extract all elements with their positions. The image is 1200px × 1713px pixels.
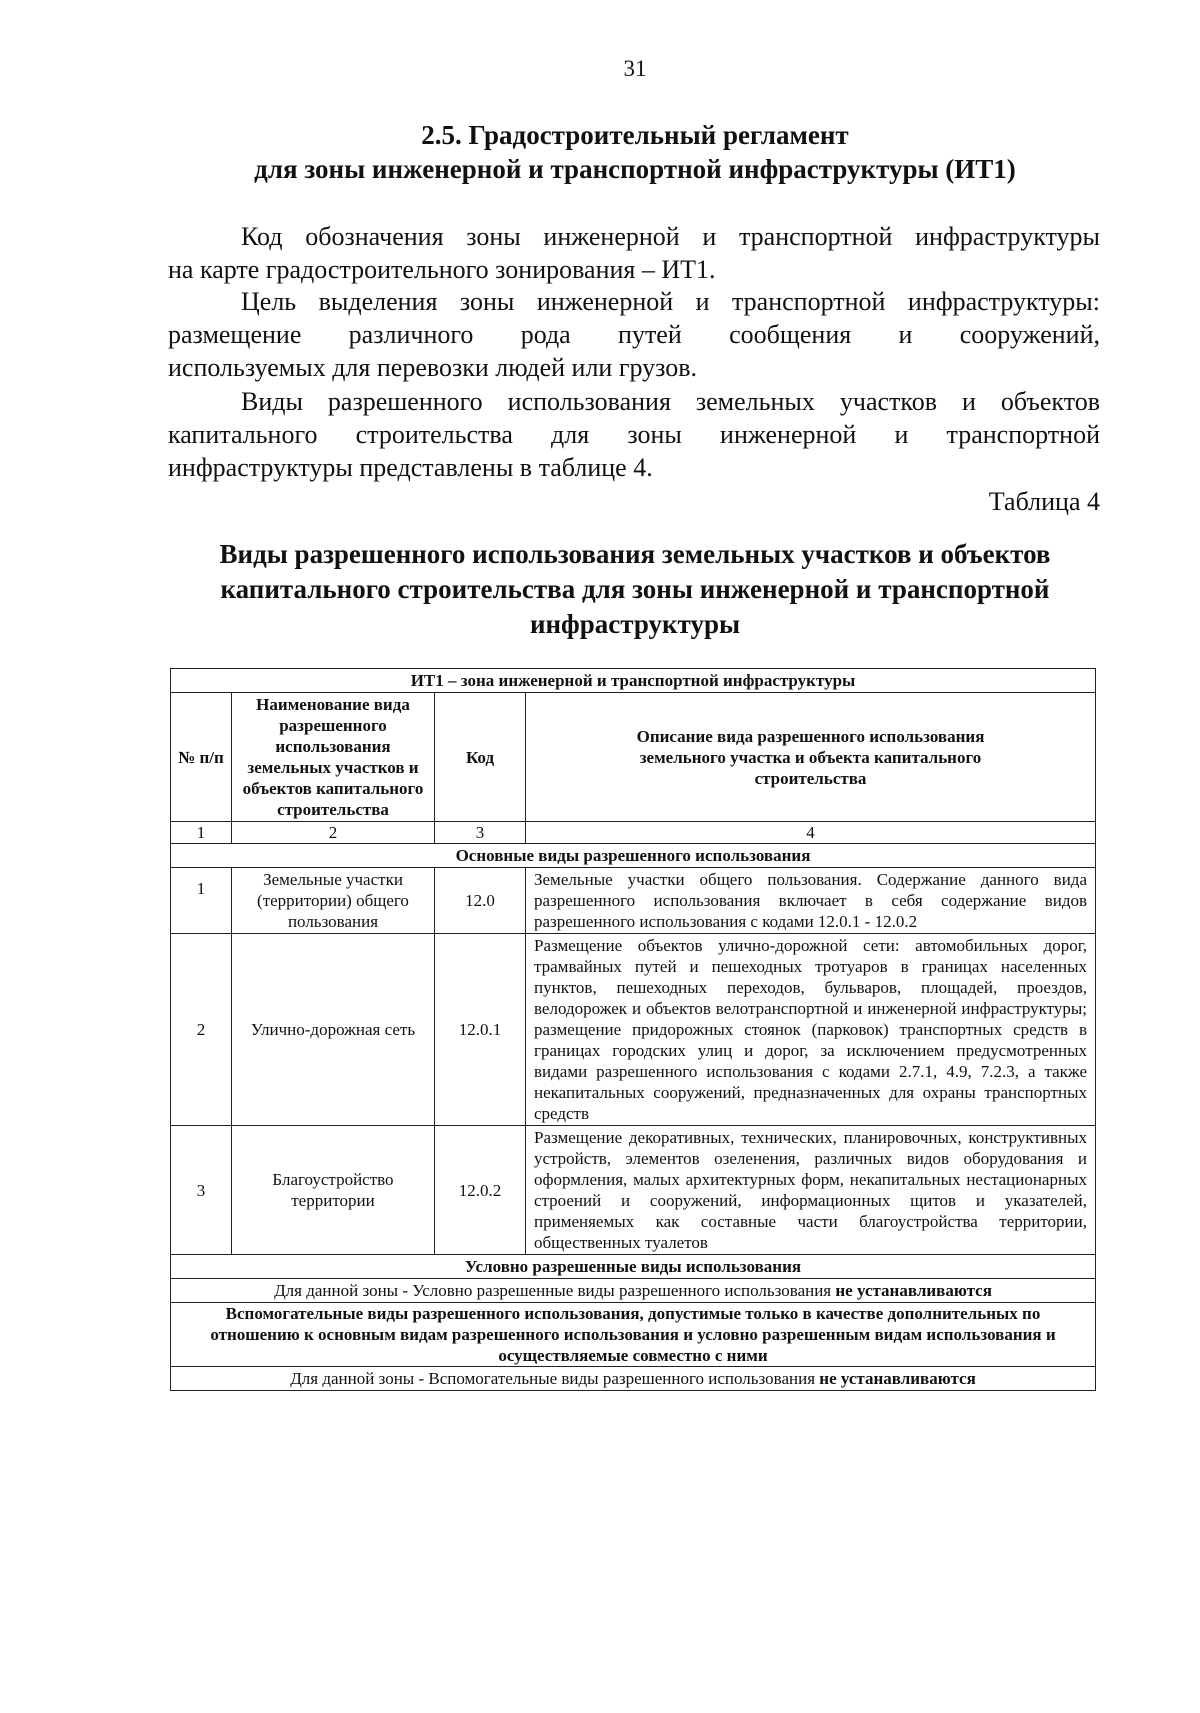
conditional-section-title: Условно разрешенные виды использования	[171, 1255, 1096, 1279]
zone-header-row	[171, 669, 1096, 693]
auxiliary-note	[171, 1367, 1096, 1391]
page-number: 31	[623, 56, 647, 81]
col-header-num: № п/п	[171, 693, 232, 822]
row-desc: Размещение декоративных, технических, планировочных, конструктивных устройств, элементов озеленения, различных видов оборудования и оформления, малых архитектурных форм, некапитальных нестационарных строений и сооружений, информационных щитов и указателей, применяемых как составные части благоустройства территории, общественных туалетов	[526, 1126, 1096, 1255]
row-num: 2	[171, 934, 232, 1126]
auxiliary-note-text: Для данной зоны - Вспомогательные виды разрешенного использования	[290, 1369, 820, 1388]
section-heading-line1: 2.5. Градостроительный регламент	[421, 120, 849, 150]
table-title-line2: капитального строительства для зоны инженерной и транспортной	[220, 574, 1050, 604]
col-index: 2	[232, 822, 435, 844]
col-index: 4	[526, 822, 1096, 844]
main-section-row	[171, 844, 1096, 868]
conditional-note	[171, 1279, 1096, 1303]
conditional-note-text: Для данной зоны - Условно разрешенные виды разрешенного использования	[274, 1281, 836, 1300]
row-code: 12.0.1	[435, 934, 526, 1126]
main-section-title: Основные виды разрешенного использования	[171, 844, 1096, 868]
paragraph-zone-purpose	[168, 285, 1100, 384]
col-index: 3	[435, 822, 526, 844]
section-heading	[170, 118, 1100, 186]
row-num: 1	[171, 868, 232, 934]
section-heading-line2: для зоны инженерной и транспортной инфраструктуры (ИТ1)	[254, 154, 1016, 184]
col-header-code: Код	[435, 693, 526, 822]
col-header-desc: Описание вида разрешенного использования земельного участка и объекта капитального строительства	[526, 693, 1096, 822]
row-name: Земельные участки (территории) общего пользования	[232, 868, 435, 934]
auxiliary-note-bold: не устанавливаются	[819, 1369, 976, 1388]
paragraph-zone-code	[168, 220, 1100, 286]
conditional-note-bold: не устанавливаются	[835, 1281, 992, 1300]
column-index-row	[171, 822, 1096, 844]
paragraph-line: Виды разрешенного использования земельных участков и объектов	[241, 387, 1100, 416]
table-title	[170, 537, 1100, 642]
usage-table	[170, 668, 1096, 1391]
row-code: 12.0	[435, 868, 526, 934]
col-index: 1	[171, 822, 232, 844]
table-row	[171, 934, 1096, 1126]
paragraph-line: на карте градостроительного зонирования – ИТ1.	[168, 255, 716, 284]
paragraph-line: капитального строительства для зоны инженерной и транспортной	[168, 420, 1100, 449]
paragraph-line: размещение различного рода путей сообщения и сооружений,	[168, 320, 1100, 349]
conditional-note-row	[171, 1279, 1096, 1303]
paragraph-line: Цель выделения зоны инженерной и транспортной инфраструктуры:	[241, 287, 1100, 316]
paragraph-line: инфраструктуры представлены в таблице 4.	[168, 453, 653, 482]
auxiliary-note-row	[171, 1367, 1096, 1391]
paragraph-line: используемых для перевозки людей или грузов.	[168, 353, 698, 382]
table-caption: Таблица 4	[988, 487, 1100, 516]
row-name: Улично-дорожная сеть	[232, 934, 435, 1126]
row-code: 12.0.2	[435, 1126, 526, 1255]
zone-header: ИТ1 – зона инженерной и транспортной инфраструктуры	[171, 669, 1096, 693]
row-num: 3	[171, 1126, 232, 1255]
row-name: Благоустройство территории	[232, 1126, 435, 1255]
table-title-line1: Виды разрешенного использования земельных участков и объектов	[219, 539, 1051, 569]
conditional-section-row	[171, 1255, 1096, 1279]
auxiliary-section-row	[171, 1303, 1096, 1367]
paragraph-line: Код обозначения зоны инженерной и транспортной инфраструктуры	[241, 222, 1100, 251]
row-desc: Размещение объектов улично-дорожной сети: автомобильных дорог, трамвайных путей и пешеходных тротуаров в границах населенных пунктов, пешеходных переходов, бульваров, площадей, проездов, велодорожек и объектов велотранспортной и инженерной инфраструктуры; размещение придорожных стоянок (парковок) транспортных средств в границах городских улиц и дорог, за исключением предусмотренных видами разрешенного использования с кодами 2.7.1, 4.9, 7.2.3, а также некапитальных сооружений, предназначенных для охраны транспортных средств	[526, 934, 1096, 1126]
table-row	[171, 1126, 1096, 1255]
col-header-name: Наименование вида разрешенного использования земельных участков и объектов капитального строительства	[232, 693, 435, 822]
row-desc: Земельные участки общего пользования. Содержание данного вида разрешенного использования включает в себя содержание видов разрешенного использования с кодами 12.0.1 - 12.0.2	[526, 868, 1096, 934]
table-title-line3: инфраструктуры	[529, 609, 741, 639]
table-row	[171, 868, 1096, 934]
auxiliary-section-title: Вспомогательные виды разрешенного использования, допустимые только в качестве дополнительных по отношению к основным видам разрешенного использования и условно разрешенным видам использования и осуществляемые совместно с ними	[171, 1303, 1096, 1367]
column-header-row	[171, 693, 1096, 822]
paragraph-usage-types	[168, 385, 1100, 484]
